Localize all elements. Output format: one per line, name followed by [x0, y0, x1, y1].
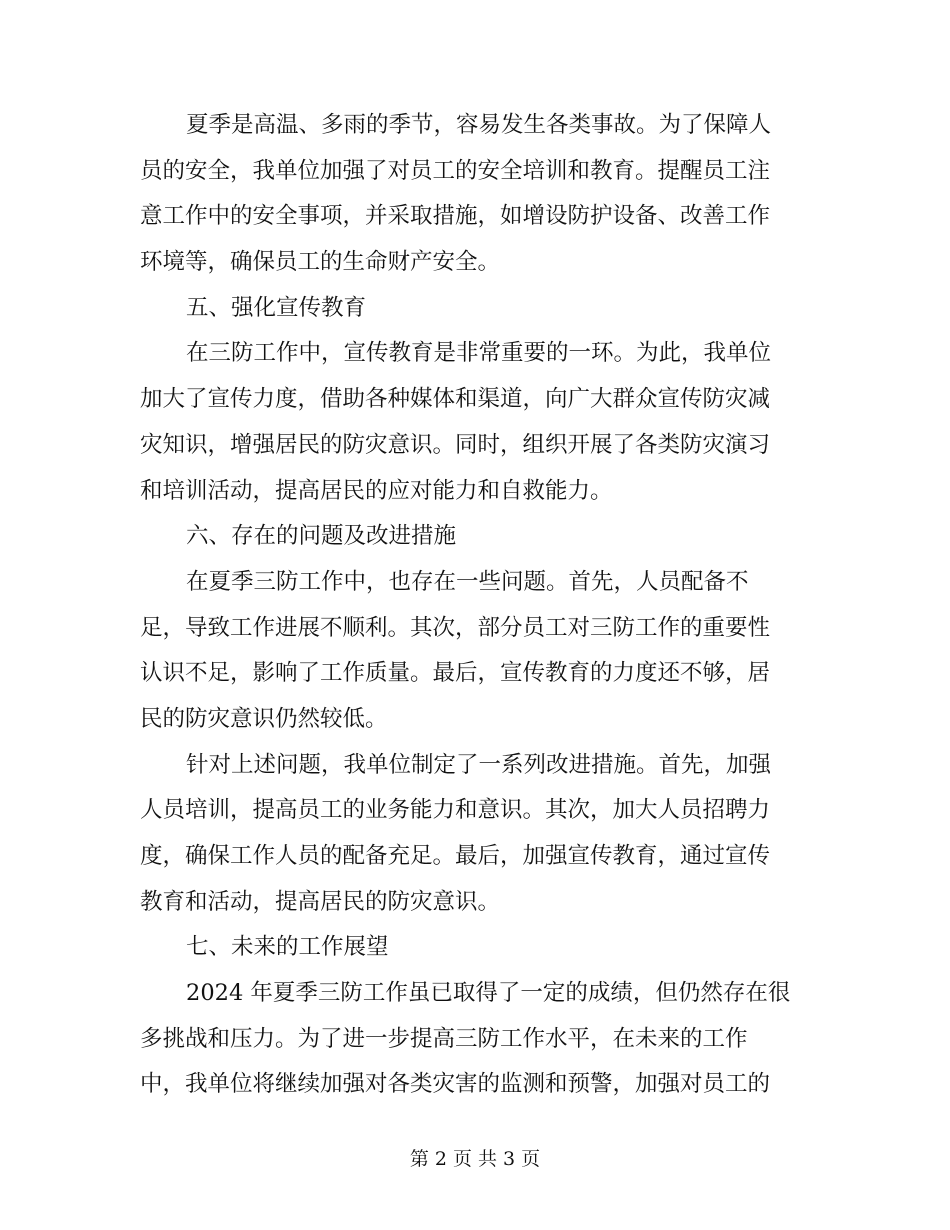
- paragraph-line: 员的安全，我单位加强了对员工的安全培训和教育。提醒员工注: [140, 157, 771, 184]
- paragraph-line: 灾知识，增强居民的防灾意识。同时，组织开展了各类防灾演习: [140, 431, 771, 458]
- paragraph-line: 足，导致工作进展不顺利。其次，部分员工对三防工作的重要性: [140, 614, 771, 641]
- page-number-footer: 第 2 页 共 3 页: [409, 1148, 541, 1170]
- paragraph-line: 环境等，确保员工的生命财产安全。: [140, 249, 501, 276]
- document-body: [140, 103, 802, 1108]
- paragraph-line: 在三防工作中，宣传教育是非常重要的一环。为此，我单位: [186, 340, 772, 367]
- section-heading: 五、强化宣传教育: [186, 294, 367, 321]
- paragraph-line: 夏季是高温、多雨的季节，容易发生各类事故。为了保障人: [186, 112, 772, 138]
- paragraph-line: 意工作中的安全事项，并采取措施，如增设防护设备、改善工作: [140, 203, 771, 230]
- paragraph-line: 认识不足，影响了工作质量。最后，宣传教育的力度还不够，居: [140, 660, 771, 687]
- paragraph-line: 中，我单位将继续加强对各类灾害的监测和预警，加强对员工的: [140, 1071, 771, 1098]
- paragraph-line: 加大了宣传力度，借助各种媒体和渠道，向广大群众宣传防灾减: [140, 386, 771, 413]
- paragraph-line: 度，确保工作人员的配备充足。最后，加强宣传教育，通过宣传: [140, 843, 771, 869]
- paragraph-line: 人员培训，提高员工的业务能力和意识。其次，加大人员招聘力: [140, 797, 771, 824]
- paragraph-line: 在夏季三防工作中，也存在一些问题。首先，人员配备不: [186, 568, 749, 595]
- paragraph-line: 多挑战和压力。为了进一步提高三防工作水平，在未来的工作: [140, 1025, 748, 1052]
- section-heading: 六、存在的问题及改进措施: [186, 523, 457, 550]
- paragraph-line: 针对上述问题，我单位制定了一系列改进措施。首先，加强: [186, 751, 772, 778]
- paragraph-line: 教育和活动，提高居民的防灾意识。: [140, 888, 501, 915]
- paragraph-line: 和培训活动，提高居民的应对能力和自救能力。: [140, 477, 613, 504]
- paragraph-line: 民的防灾意识仍然较低。: [140, 705, 388, 732]
- paragraph-line: 2024 年夏季三防工作虽已取得了一定的成绩，但仍然存在很: [186, 980, 791, 1007]
- section-heading: 七、未来的工作展望: [186, 934, 389, 961]
